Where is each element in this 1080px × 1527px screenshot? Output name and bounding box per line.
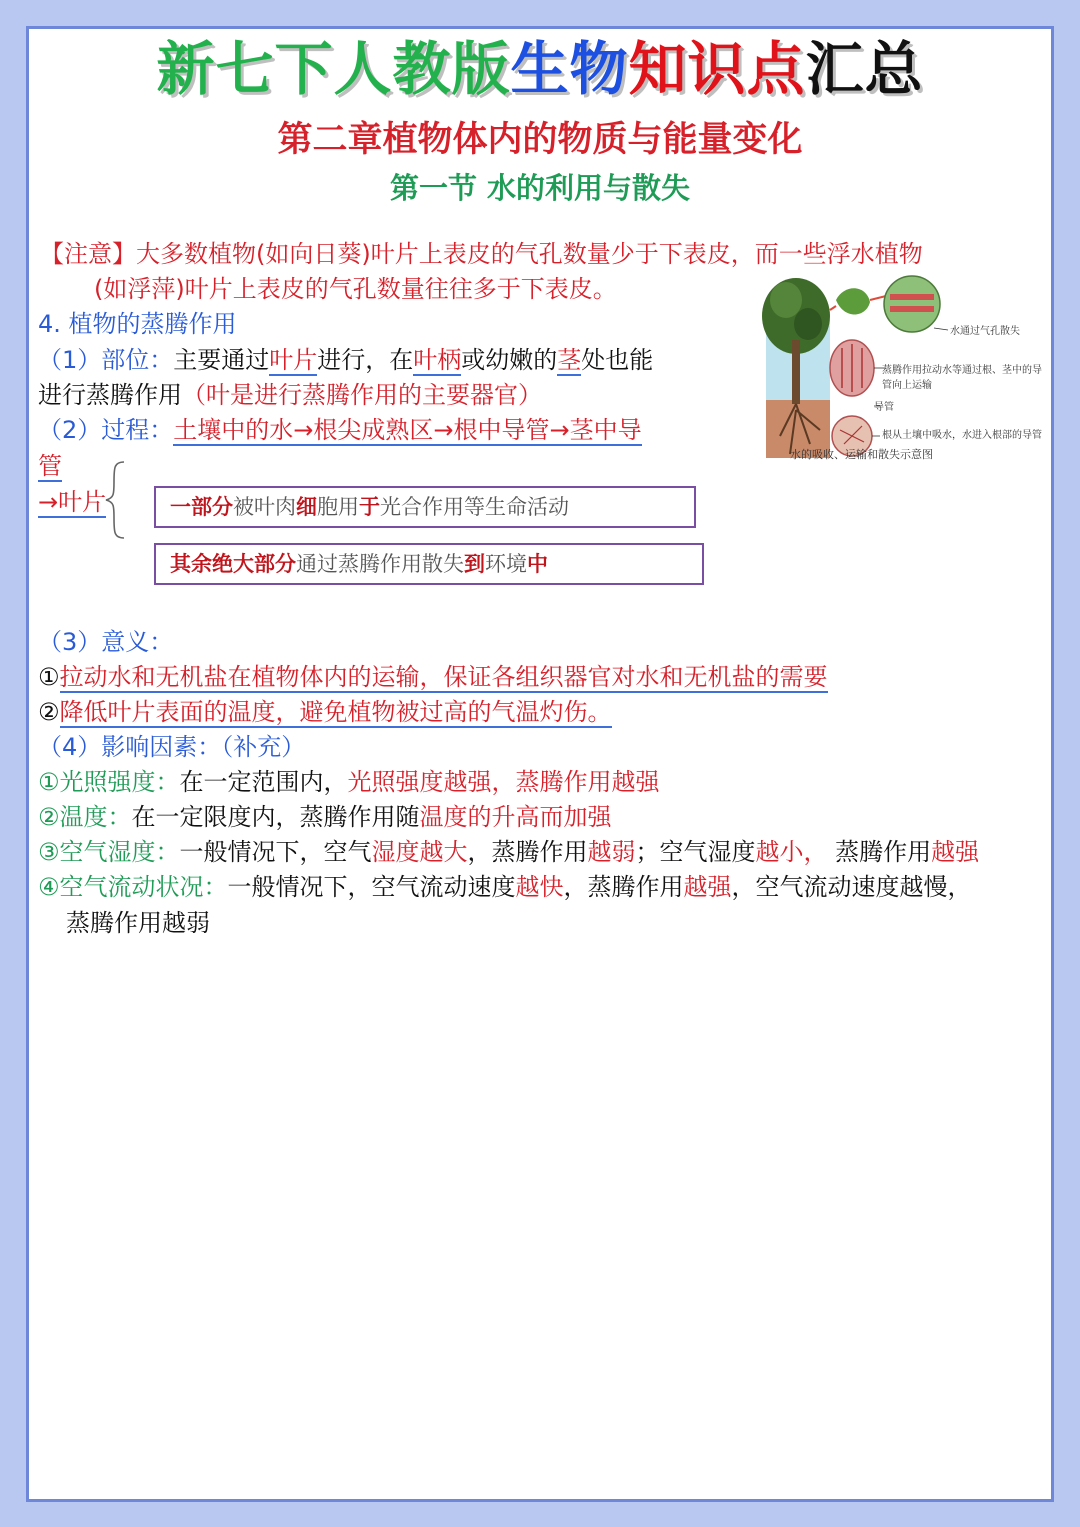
leaf-icon xyxy=(836,288,870,314)
title-part-4: 汇总 xyxy=(805,35,924,103)
branch2-part-b: 通过蒸腾作用散失 xyxy=(296,552,464,576)
tree-trunk xyxy=(792,340,800,404)
location-leaf: 叶片 xyxy=(269,346,318,374)
factor-temp-name: ②温度： xyxy=(38,803,132,831)
factor-airflow xyxy=(38,871,972,903)
factor-airflow-name: ④空气流动状况： xyxy=(38,873,228,901)
section-heading: 第一节 水的利用与散失 xyxy=(389,171,691,205)
factor-humidity-h: 越强 xyxy=(931,838,980,866)
location-stem: 茎 xyxy=(557,346,582,374)
factor-light-b: 光照强度越强，蒸腾作用越强 xyxy=(347,768,660,796)
brace-icon xyxy=(100,458,130,542)
factor-humidity-f: 越小， xyxy=(755,838,828,866)
process-path: 土壤中的水→根尖成熟区→根中导管→茎中导 xyxy=(173,416,642,444)
factor-humidity-c: ，蒸腾作用 xyxy=(467,838,588,866)
leaf-section-icon xyxy=(884,276,940,332)
location-text-d: 处也能 xyxy=(581,346,654,374)
item2-number: ② xyxy=(38,698,60,726)
item2-text: 降低叶片表面的温度，避免植物被过高的气温灼伤。 xyxy=(59,698,612,726)
location-label: （1）部位： xyxy=(38,346,174,374)
branch1-part-a: 一部分 xyxy=(170,495,233,519)
factor-humidity-g: 蒸腾作用 xyxy=(827,838,932,866)
process-line-1 xyxy=(38,414,642,446)
factor-humidity-a: 一般情况下，空气 xyxy=(179,838,372,866)
branch1-part-f: 光合作用等生命活动 xyxy=(380,495,569,519)
factor-humidity-e: ；空气湿度 xyxy=(635,838,756,866)
figure-label-2b: 管向上运输 xyxy=(882,380,932,391)
factor-light xyxy=(38,766,660,798)
item1-text: 拉动水和无机盐在植物体内的运输，保证各组织器官对水和无机盐的需要 xyxy=(59,663,828,691)
process-end: →叶片 xyxy=(38,488,107,516)
factor-airflow-d: 越强 xyxy=(683,873,732,901)
branch1-part-c: 细 xyxy=(296,495,317,519)
significance-label: （3）意义： xyxy=(38,628,174,656)
item1-number: ① xyxy=(38,663,60,691)
branch1-part-e: 于 xyxy=(359,495,380,519)
factors-label: （4）影响因素：（补充） xyxy=(38,733,306,761)
factor-temperature xyxy=(38,801,612,833)
figure-label-3: 导管 xyxy=(874,402,894,413)
significance-item-1 xyxy=(38,661,828,693)
factor-temp-b: 温度的升高而加强 xyxy=(419,803,612,831)
figure-caption: 水的吸收、运输和散失示意图 xyxy=(790,448,933,461)
factor-light-name: ①光照强度： xyxy=(38,768,180,796)
title-part-3: 知识点 xyxy=(628,35,806,103)
factor-airflow-line-2: 蒸腾作用越弱 xyxy=(66,909,210,937)
branch2-part-e: 中 xyxy=(527,552,548,576)
location-line-1 xyxy=(38,344,653,376)
figure-label-2a: 蒸腾作用拉动水等通过根、茎中的导 xyxy=(882,365,1042,376)
note-line-2: (如浮萍)叶片上表皮的气孔数量往往多于下表皮。 xyxy=(94,275,617,303)
factor-light-a: 在一定范围内， xyxy=(179,768,348,796)
location-line2-a: 进行蒸腾作用 xyxy=(38,381,182,409)
factor-airflow-a: 一般情况下，空气流动速度 xyxy=(227,873,516,901)
factor-humidity xyxy=(38,836,979,868)
location-text-c: 或幼嫩的 xyxy=(461,346,558,374)
note-line-1: 【注意】大多数植物(如向日葵)叶片上表皮的气孔数量少于下表皮，而一些浮水植物 xyxy=(40,240,923,268)
process-branch-2 xyxy=(154,543,704,585)
factor-airflow-b: 越快 xyxy=(515,873,564,901)
location-line-2 xyxy=(38,379,542,411)
figure-label-1: 水通过气孔散失 xyxy=(950,326,1020,337)
transpiration-heading: 4. 植物的蒸腾作用 xyxy=(38,310,237,338)
process-label: （2）过程： xyxy=(38,416,174,444)
process-line-2 xyxy=(38,450,62,482)
branch2-part-d: 环境 xyxy=(485,552,527,576)
location-text-b: 进行，在 xyxy=(317,346,414,374)
process-path-cont: 管 xyxy=(38,452,62,480)
factor-humidity-d: 越弱 xyxy=(587,838,636,866)
factor-humidity-b: 湿度越大 xyxy=(371,838,468,866)
factor-temp-a: 在一定限度内，蒸腾作用随 xyxy=(131,803,420,831)
factor-airflow-e: ，空气流动速度越慢， xyxy=(731,873,972,901)
figure-label-4: 根从土壤中吸水，水进入根部的导管 xyxy=(882,430,1042,441)
location-line2-b: （叶是进行蒸腾作用的主要器官） xyxy=(182,381,542,409)
location-petiole: 叶柄 xyxy=(413,346,462,374)
branch1-part-b: 被叶肉 xyxy=(233,495,296,519)
location-text-a: 主要通过 xyxy=(173,346,270,374)
chapter-heading: 第二章植物体内的物质与能量变化 xyxy=(277,120,803,160)
branch1-part-d: 胞用 xyxy=(317,495,359,519)
factor-airflow-c: ，蒸腾作用 xyxy=(563,873,684,901)
process-branch-1 xyxy=(154,486,696,528)
branch2-part-c: 到 xyxy=(464,552,485,576)
title-part-1: 新七下人教版 xyxy=(156,35,511,103)
branch2-part-a: 其余绝大部分 xyxy=(170,552,296,576)
title-part-2: 生物 xyxy=(510,35,629,103)
process-line-3 xyxy=(38,486,106,518)
page-title xyxy=(0,22,1080,102)
significance-item-2 xyxy=(38,696,612,728)
factor-humidity-name: ③空气湿度： xyxy=(38,838,180,866)
